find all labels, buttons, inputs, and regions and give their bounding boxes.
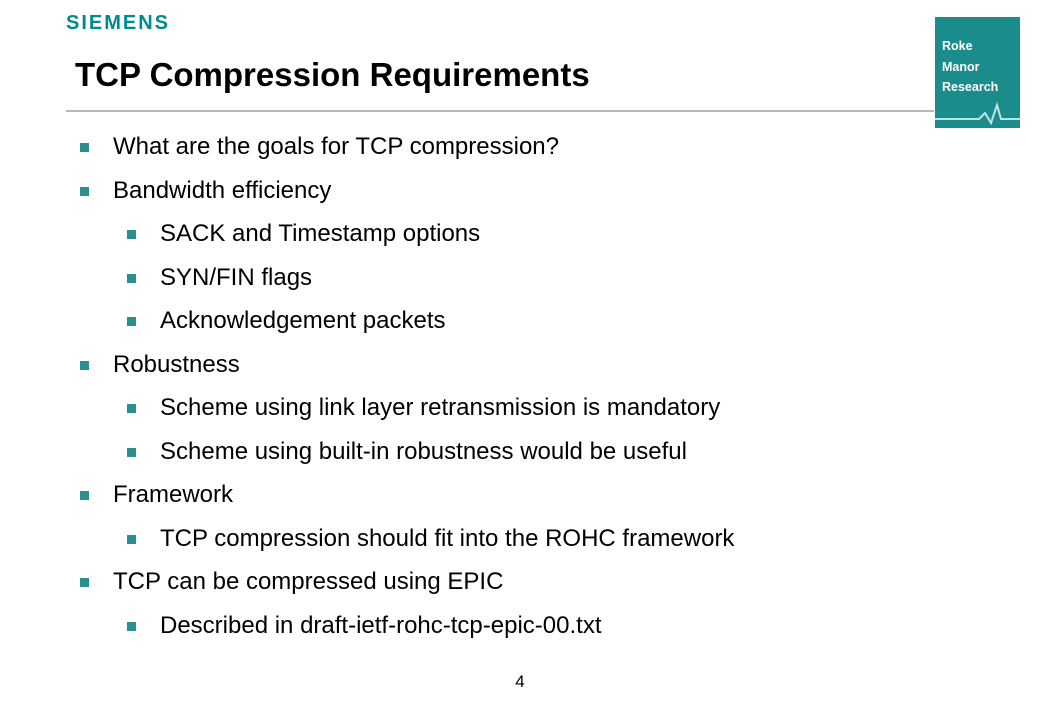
bullet-text: Bandwidth efficiency	[113, 176, 332, 204]
bullet-item	[113, 568, 503, 596]
logo-line-manor: Manor	[942, 59, 980, 74]
sub-bullet-item	[160, 394, 720, 422]
square-bullet-icon	[127, 448, 136, 457]
bullet-item	[113, 133, 559, 161]
title-divider	[66, 110, 934, 112]
square-bullet-icon	[80, 361, 89, 370]
bullet-text: TCP compression should fit into the ROHC framework	[160, 524, 735, 552]
bullet-text: TCP can be compressed using EPIC	[113, 568, 504, 595]
sub-bullet-item	[160, 612, 602, 640]
bullet-text: SACK and Timestamp options	[160, 220, 481, 247]
square-bullet-icon	[80, 578, 89, 587]
bullet-item	[113, 177, 331, 205]
sub-bullet-item	[160, 264, 312, 292]
roke-manor-logo	[935, 17, 1020, 128]
bullet-item	[113, 481, 233, 509]
bullet-text: What are the goals for TCP compression?	[113, 133, 559, 160]
bullet-text: Described in draft-ietf-rohc-tcp-epic-00.txt	[160, 611, 602, 639]
sub-bullet-item	[160, 220, 480, 248]
square-bullet-icon	[80, 491, 89, 500]
sub-bullet-item	[160, 307, 446, 335]
bullet-item	[113, 351, 240, 379]
square-bullet-icon	[127, 317, 136, 326]
logo-line-research: Research	[942, 80, 999, 94]
square-bullet-icon	[80, 187, 89, 196]
bullet-text: Robustness	[113, 350, 240, 378]
sub-bullet-item	[160, 525, 734, 553]
square-bullet-icon	[127, 622, 136, 631]
page-number: 4	[515, 672, 525, 691]
square-bullet-icon	[80, 143, 89, 152]
siemens-logo: SIEMENS	[66, 12, 171, 34]
sub-bullet-item	[160, 438, 687, 466]
bullet-text: SYN/FIN flags	[160, 263, 313, 291]
square-bullet-icon	[127, 404, 136, 413]
bullet-text: Scheme using link layer retransmission is mandatory	[160, 394, 721, 421]
bullet-text: Scheme using built-in robustness would be useful	[160, 437, 687, 465]
square-bullet-icon	[127, 535, 136, 544]
square-bullet-icon	[127, 274, 136, 283]
square-bullet-icon	[127, 230, 136, 239]
bullet-text: Acknowledgement packets	[160, 307, 446, 334]
slide-title: TCP Compression Requirements	[75, 56, 590, 93]
bullet-text: Framework	[113, 481, 234, 508]
logo-line-roke: Roke	[942, 39, 973, 53]
